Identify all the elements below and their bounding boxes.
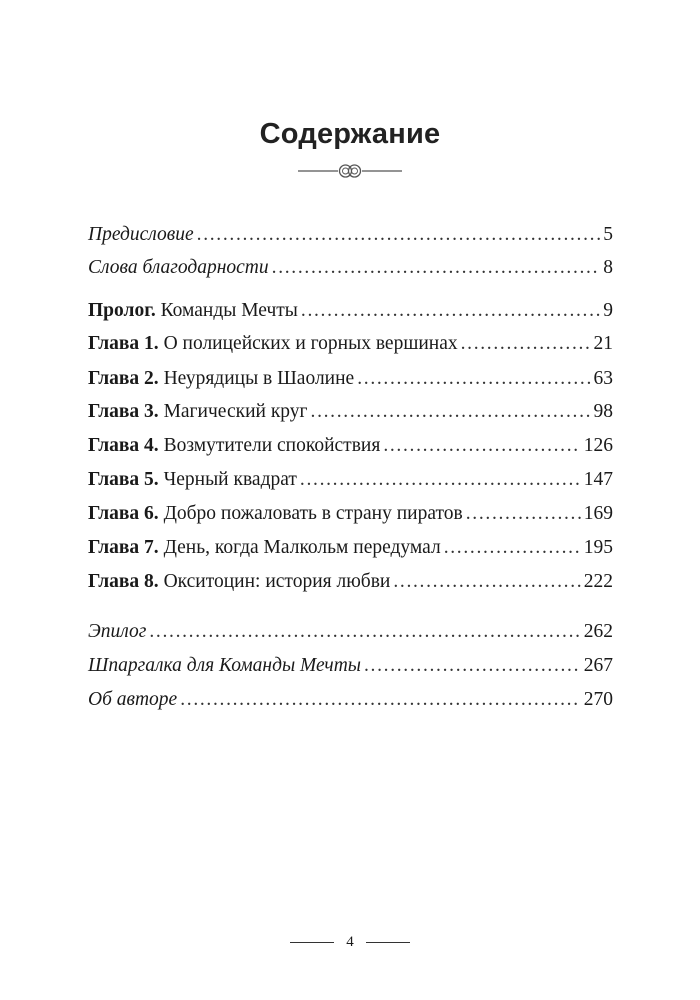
toc-entry-title: Эпилог: [88, 621, 147, 642]
toc-entry-title: Глава 1. О полицейских и горных вершинах: [88, 333, 458, 354]
dot-leader: [461, 329, 591, 359]
toc-entry-page: 98: [593, 401, 613, 422]
toc-entry-title: Пролог. Команды Мечты: [88, 300, 298, 321]
toc-entry-page: 195: [583, 537, 613, 558]
toc-entry-title: Глава 8. Окситоцин: история любви: [88, 571, 391, 592]
dot-leader: [364, 651, 581, 681]
toc-entry-page: 5: [603, 224, 613, 245]
dot-leader: [357, 364, 590, 394]
toc-entry-page: 222: [583, 571, 613, 592]
dot-leader: [311, 397, 591, 427]
toc-entry-chapter-2[interactable]: [88, 364, 613, 394]
dot-leader: [466, 499, 581, 529]
toc-entry-title: Предисловие: [88, 224, 194, 245]
toc-entry-page: 270: [583, 689, 613, 710]
toc-entry-chapter-5[interactable]: [88, 465, 613, 495]
footer-rule-right: [366, 942, 410, 943]
toc-entry-page: 147: [583, 469, 613, 490]
toc-entry-page: 21: [593, 333, 613, 354]
toc-entry-prologue[interactable]: [88, 296, 613, 326]
dot-leader: [197, 220, 601, 250]
toc-entry-acknowledgements[interactable]: [88, 253, 613, 283]
toc-entry-epilogue[interactable]: [88, 617, 613, 647]
page-title: Содержание: [259, 118, 441, 150]
dot-leader: [301, 296, 600, 326]
dot-leader: [393, 567, 580, 597]
toc-entry-page: 9: [603, 300, 613, 321]
toc-entry-page: 169: [583, 503, 613, 524]
toc-entry-title: Слова благодарности: [88, 257, 269, 278]
toc-entry-title: Глава 5. Черный квадрат: [88, 469, 297, 490]
toc-entry-preface[interactable]: [88, 220, 613, 250]
page-number: 4: [346, 933, 354, 950]
toc-entry-page: 8: [603, 257, 613, 278]
page-number-footer: [0, 930, 700, 954]
dot-leader: [149, 617, 580, 647]
dot-leader: [383, 431, 580, 461]
toc-entry-cheat-sheet[interactable]: [88, 651, 613, 681]
interlocking-rings-icon: [298, 160, 402, 182]
dot-leader: [272, 253, 601, 283]
toc-entry-title: Глава 3. Магический круг: [88, 401, 308, 422]
footer-rule-left: [290, 942, 334, 943]
toc-entry-chapter-1[interactable]: [88, 329, 613, 359]
toc-entry-title: Глава 2. Неурядицы в Шаолине: [88, 368, 355, 389]
toc-entry-page: 63: [593, 368, 613, 389]
toc-entry-chapter-6[interactable]: [88, 499, 613, 529]
toc-entry-title: Глава 7. День, когда Малкольм передумал: [88, 537, 441, 558]
toc-entry-title: Об авторе: [88, 689, 178, 710]
toc-entry-chapter-3[interactable]: [88, 397, 613, 427]
dot-leader: [300, 465, 581, 495]
toc-entry-title: Глава 6. Добро пожаловать в страну пиратов: [88, 503, 463, 524]
toc-entry-page: 262: [583, 621, 613, 642]
dot-leader: [180, 685, 581, 715]
toc-entry-title: Шпаргалка для Команды Мечты: [88, 655, 361, 676]
dot-leader: [444, 533, 581, 563]
toc-entry-chapter-8[interactable]: [88, 567, 613, 597]
toc-entry-chapter-4[interactable]: [88, 431, 613, 461]
toc-entry-title: Глава 4. Возмутители спокойствия: [88, 435, 381, 456]
toc-entry-page: 267: [583, 655, 613, 676]
toc-entry-chapter-7[interactable]: [88, 533, 613, 563]
toc-entry-page: 126: [583, 435, 613, 456]
toc-entry-about-author[interactable]: [88, 685, 613, 715]
